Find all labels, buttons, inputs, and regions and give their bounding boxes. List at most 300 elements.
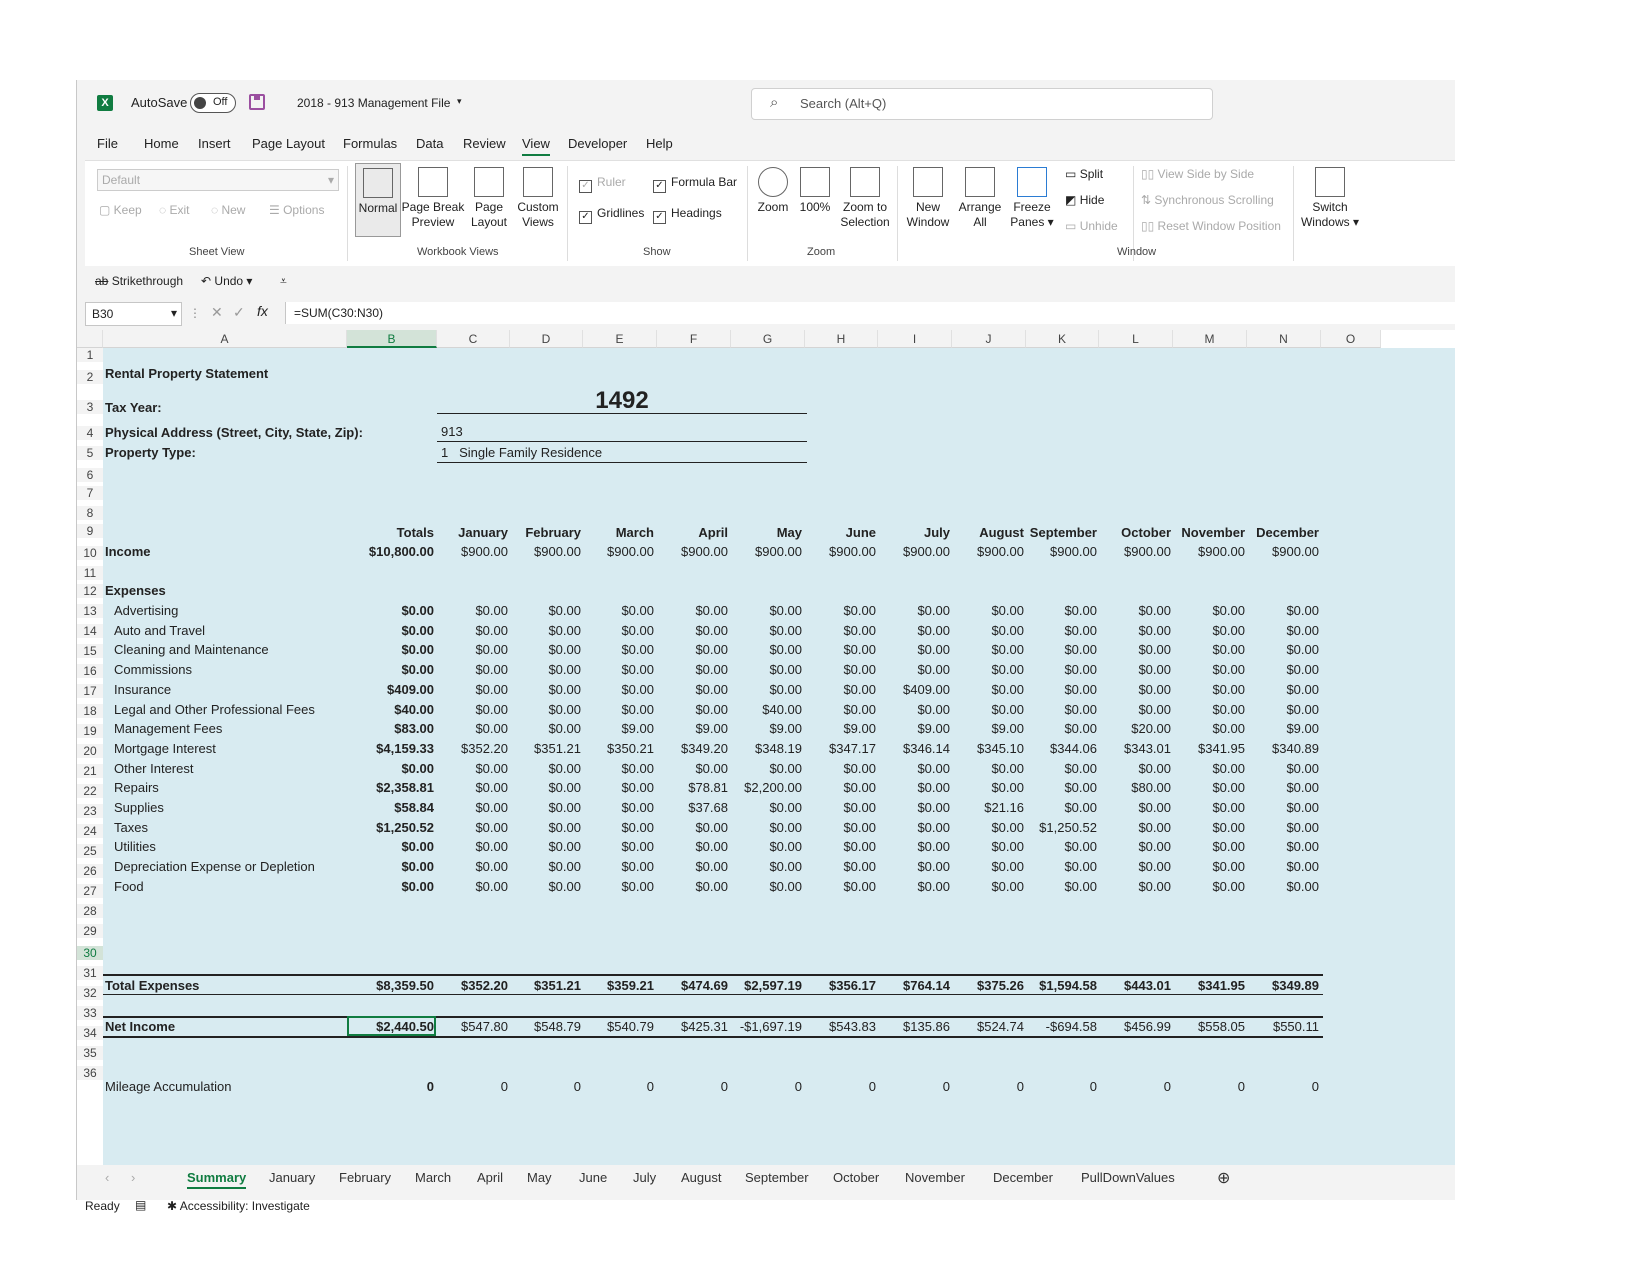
- row-header-30[interactable]: 30: [77, 946, 103, 960]
- expense-row-cell[interactable]: $0.00: [1138, 760, 1171, 776]
- expense-row-label[interactable]: Depreciation Expense or Depletion: [114, 859, 315, 875]
- tax-year-value[interactable]: 1492: [437, 387, 807, 414]
- chevron-down-icon[interactable]: ▾: [457, 96, 462, 106]
- expense-row-cell[interactable]: $409.00: [387, 681, 434, 697]
- row-header-36[interactable]: 36: [77, 1066, 103, 1080]
- options-button[interactable]: ☰ Options: [269, 203, 325, 217]
- expense-row-cell[interactable]: $0.00: [1286, 642, 1319, 658]
- expense-row-cell[interactable]: $0.00: [695, 662, 728, 678]
- row-header-14[interactable]: 14: [77, 624, 103, 638]
- page-break-preview-button[interactable]: [401, 167, 465, 230]
- expense-row-label[interactable]: Utilities: [114, 839, 156, 855]
- expense-row-cell[interactable]: $0.00: [1286, 603, 1319, 618]
- column-header[interactable]: H: [805, 330, 878, 348]
- expense-row-cell[interactable]: $0.00: [769, 681, 802, 697]
- net-income-cell[interactable]: $543.83: [829, 1019, 876, 1034]
- expense-row-cell[interactable]: $0.00: [1138, 642, 1171, 658]
- expense-row-cell[interactable]: $0.00: [1212, 760, 1245, 776]
- menu-insert[interactable]: Insert: [198, 136, 231, 151]
- normal-view-button[interactable]: [355, 163, 401, 237]
- address-label[interactable]: Physical Address (Street, City, State, Zip):: [105, 425, 363, 440]
- gridlines-checkbox[interactable]: [579, 206, 644, 224]
- row-header-35[interactable]: 35: [77, 1046, 103, 1060]
- column-header[interactable]: D: [510, 330, 583, 348]
- total-expenses-cell[interactable]: $351.21: [534, 978, 581, 993]
- income-cell[interactable]: $900.00: [1272, 544, 1319, 559]
- formula-bar-checkbox[interactable]: [653, 175, 737, 193]
- expense-row-cell[interactable]: $0.00: [1212, 721, 1245, 737]
- sheet-tab-june[interactable]: June: [579, 1170, 608, 1185]
- row-header-5[interactable]: 5: [77, 446, 103, 460]
- expense-row-cell[interactable]: $58.84: [394, 800, 434, 815]
- view-side-by-side-button[interactable]: ▯▯ View Side by Side: [1141, 167, 1255, 181]
- row-header-22[interactable]: 22: [77, 784, 103, 798]
- sheet-tab-october[interactable]: October: [833, 1170, 880, 1185]
- expense-row-cell[interactable]: $346.14: [903, 740, 950, 756]
- expense-row-cell[interactable]: $0.00: [1286, 878, 1319, 894]
- expense-row-cell[interactable]: $0.00: [1286, 760, 1319, 776]
- sheet-tab-july[interactable]: July: [633, 1170, 657, 1185]
- income-cell[interactable]: $900.00: [607, 544, 654, 559]
- month-header-cell[interactable]: May: [776, 525, 802, 540]
- save-icon[interactable]: [249, 94, 265, 110]
- row-header-19[interactable]: 19: [77, 724, 103, 738]
- freeze-panes-button[interactable]: Freeze Panes ▾: [1007, 167, 1057, 230]
- net-income-cell[interactable]: -$1,697.19: [739, 1019, 802, 1034]
- expense-row-cell[interactable]: $0.00: [548, 878, 581, 894]
- expense-row-cell[interactable]: $0.00: [548, 760, 581, 776]
- expense-row-cell[interactable]: $0.00: [1064, 701, 1097, 717]
- expense-row-cell[interactable]: $0.00: [843, 819, 876, 835]
- row-header-31[interactable]: 31: [77, 966, 103, 980]
- expense-row-cell[interactable]: $0.00: [991, 642, 1024, 658]
- mileage-cell[interactable]: 0: [646, 1079, 654, 1094]
- expense-row-cell[interactable]: $0.00: [769, 622, 802, 638]
- expense-row-cell[interactable]: $0.00: [475, 819, 508, 835]
- expense-row-cell[interactable]: $0.00: [769, 800, 802, 815]
- net-income-cell[interactable]: $550.11: [1272, 1019, 1319, 1034]
- month-header-cell[interactable]: October: [1121, 525, 1171, 540]
- expense-row-cell[interactable]: $0.00: [475, 760, 508, 776]
- expense-row-cell[interactable]: $0.00: [1138, 839, 1171, 855]
- expense-row-cell[interactable]: $0.00: [917, 878, 950, 894]
- row-header-9[interactable]: 9: [77, 524, 103, 538]
- expense-row-cell[interactable]: $0.00: [1138, 819, 1171, 835]
- row-header-15[interactable]: 15: [77, 644, 103, 658]
- sheet-tab-pulldownvalues[interactable]: PullDownValues: [1081, 1170, 1175, 1185]
- expense-row-label[interactable]: Legal and Other Professional Fees: [114, 701, 315, 717]
- row-header-23[interactable]: 23: [77, 804, 103, 818]
- expense-row-cell[interactable]: $0.00: [1138, 622, 1171, 638]
- expense-row-cell[interactable]: $0.00: [548, 859, 581, 875]
- expense-row-cell[interactable]: $0.00: [548, 839, 581, 855]
- spreadsheet-grid[interactable]: [77, 330, 1455, 1165]
- expense-row-cell[interactable]: $0.00: [621, 819, 654, 835]
- mileage-cell[interactable]: 0: [573, 1079, 581, 1094]
- expense-row-cell[interactable]: $340.89: [1272, 740, 1319, 756]
- row-header-8[interactable]: 8: [77, 506, 103, 520]
- menu-view[interactable]: View: [522, 136, 550, 156]
- accessibility-button[interactable]: [167, 1199, 310, 1213]
- expense-row-cell[interactable]: $0.00: [1286, 800, 1319, 815]
- total-expenses-cell[interactable]: $8,359.50: [376, 978, 434, 993]
- row-header-32[interactable]: 32: [77, 986, 103, 1000]
- mileage-cell[interactable]: 0: [1311, 1079, 1319, 1094]
- row-header-34[interactable]: 34: [77, 1026, 103, 1040]
- expense-row-cell[interactable]: $349.20: [681, 740, 728, 756]
- ruler-checkbox[interactable]: [579, 175, 626, 193]
- expense-row-cell[interactable]: $0.00: [1286, 701, 1319, 717]
- mileage-cell[interactable]: 0: [1163, 1079, 1171, 1094]
- sheet-tab-december[interactable]: December: [993, 1170, 1053, 1185]
- income-cell[interactable]: $900.00: [534, 544, 581, 559]
- zoom-100-button[interactable]: [797, 167, 833, 215]
- menu-file[interactable]: File: [97, 136, 118, 151]
- expense-row-cell[interactable]: $0.00: [695, 859, 728, 875]
- expense-row-cell[interactable]: $0.00: [401, 760, 434, 776]
- split-button[interactable]: [1065, 167, 1103, 181]
- sheet-tab-august[interactable]: August: [681, 1170, 722, 1185]
- row-header-16[interactable]: 16: [77, 664, 103, 678]
- total-expenses-cell[interactable]: $349.89: [1272, 978, 1319, 993]
- income-cell[interactable]: $900.00: [1050, 544, 1097, 559]
- expense-row-cell[interactable]: $0.00: [1212, 780, 1245, 796]
- expense-row-label[interactable]: Insurance: [114, 681, 172, 697]
- row-header-10[interactable]: 10: [77, 546, 103, 560]
- expense-row-cell[interactable]: $0.00: [769, 878, 802, 894]
- expense-row-cell[interactable]: $0.00: [991, 701, 1024, 717]
- customize-toolbar-icon[interactable]: ⩡: [280, 274, 287, 288]
- expense-row-cell[interactable]: $0.00: [475, 859, 508, 875]
- expense-row-cell[interactable]: $0.00: [1138, 701, 1171, 717]
- column-header[interactable]: A: [103, 330, 347, 348]
- scroll-left-icon[interactable]: ‹: [105, 1170, 110, 1185]
- expense-row-cell[interactable]: $0.00: [843, 878, 876, 894]
- income-cell[interactable]: $900.00: [977, 544, 1024, 559]
- expense-row-cell[interactable]: $21.16: [984, 800, 1024, 815]
- expense-row-cell[interactable]: $0.00: [843, 642, 876, 658]
- column-header[interactable]: I: [878, 330, 952, 348]
- arrange-all-button[interactable]: [955, 167, 1005, 230]
- row-header-13[interactable]: 13: [77, 604, 103, 618]
- column-header[interactable]: N: [1247, 330, 1321, 348]
- expense-row-cell[interactable]: $0.00: [475, 622, 508, 638]
- expense-row-label[interactable]: Cleaning and Maintenance: [114, 642, 269, 658]
- expense-row-cell[interactable]: $409.00: [903, 681, 950, 697]
- expense-row-cell[interactable]: $2,200.00: [744, 780, 802, 796]
- column-header[interactable]: K: [1026, 330, 1099, 348]
- expense-row-cell[interactable]: $0.00: [917, 800, 950, 815]
- expense-row-cell[interactable]: $0.00: [1064, 859, 1097, 875]
- expense-row-cell[interactable]: $0.00: [475, 642, 508, 658]
- mileage-label[interactable]: Mileage Accumulation: [105, 1079, 232, 1094]
- expense-row-cell[interactable]: $0.00: [475, 662, 508, 678]
- expense-row-cell[interactable]: $0.00: [695, 819, 728, 835]
- expense-row-cell[interactable]: $0.00: [991, 681, 1024, 697]
- expense-row-label[interactable]: Advertising: [114, 603, 179, 618]
- menu-formulas[interactable]: Formulas: [343, 136, 398, 151]
- income-cell[interactable]: $900.00: [1198, 544, 1245, 559]
- expense-row-cell[interactable]: $0.00: [401, 642, 434, 658]
- total-expenses-cell[interactable]: $375.26: [977, 978, 1024, 993]
- expense-row-cell[interactable]: $0.00: [1064, 878, 1097, 894]
- expense-row-cell[interactable]: $0.00: [1212, 819, 1245, 835]
- expense-row-label[interactable]: Supplies: [114, 800, 164, 815]
- expense-row-cell[interactable]: $0.00: [548, 721, 581, 737]
- month-header-cell[interactable]: March: [615, 525, 654, 540]
- row-header-28[interactable]: 28: [77, 904, 103, 918]
- cancel-icon[interactable]: ✕: [211, 304, 223, 320]
- expense-row-cell[interactable]: $0.00: [991, 819, 1024, 835]
- hide-button[interactable]: [1065, 193, 1104, 207]
- custom-views-button[interactable]: [513, 167, 563, 230]
- expense-row-cell[interactable]: $0.00: [1064, 622, 1097, 638]
- column-header[interactable]: C: [437, 330, 510, 348]
- expense-row-cell[interactable]: $0.00: [1286, 780, 1319, 796]
- active-cell-b30[interactable]: [347, 1016, 436, 1036]
- net-income-cell[interactable]: $547.80: [461, 1019, 508, 1034]
- total-expenses-cell[interactable]: $764.14: [903, 978, 950, 993]
- expense-row-cell[interactable]: $0.00: [917, 622, 950, 638]
- column-header[interactable]: O: [1321, 330, 1381, 348]
- zoom-to-selection-button[interactable]: [837, 167, 893, 230]
- expense-row-cell[interactable]: $0.00: [843, 662, 876, 678]
- expense-row-cell[interactable]: $0.00: [991, 859, 1024, 875]
- income-cell[interactable]: $900.00: [1124, 544, 1171, 559]
- total-expenses-cell[interactable]: $359.21: [607, 978, 654, 993]
- expense-row-cell[interactable]: $0.00: [621, 642, 654, 658]
- menu-home[interactable]: Home: [144, 136, 179, 151]
- expense-row-cell[interactable]: $0.00: [475, 839, 508, 855]
- month-header-cell[interactable]: December: [1256, 525, 1319, 540]
- expense-row-cell[interactable]: $0.00: [1286, 839, 1319, 855]
- expense-row-cell[interactable]: $0.00: [475, 701, 508, 717]
- row-header-2[interactable]: 2: [77, 370, 103, 384]
- expense-row-cell[interactable]: $9.00: [1286, 721, 1319, 737]
- row-header-29[interactable]: 29: [77, 924, 103, 938]
- synchronous-scrolling-button[interactable]: ⇅ Synchronous Scrolling: [1141, 193, 1274, 207]
- row-header-1[interactable]: 1: [77, 348, 103, 362]
- month-header-cell[interactable]: April: [698, 525, 728, 540]
- expense-row-label[interactable]: Commissions: [114, 662, 193, 678]
- expense-row-cell[interactable]: $0.00: [695, 681, 728, 697]
- mileage-cell[interactable]: 0: [868, 1079, 876, 1094]
- expense-row-cell[interactable]: $0.00: [1064, 780, 1097, 796]
- sheet-tab-september[interactable]: September: [745, 1170, 809, 1185]
- net-income-cell[interactable]: $2,440.50: [376, 1019, 434, 1034]
- more-options-icon[interactable]: ⋮: [189, 306, 201, 320]
- expense-row-cell[interactable]: $0.00: [621, 839, 654, 855]
- expense-row-cell[interactable]: $0.00: [1212, 859, 1245, 875]
- expense-row-cell[interactable]: $0.00: [1212, 839, 1245, 855]
- expense-row-cell[interactable]: $0.00: [1138, 603, 1171, 618]
- expense-row-cell[interactable]: $0.00: [769, 859, 802, 875]
- expense-row-cell[interactable]: $352.20: [461, 740, 508, 756]
- expense-row-cell[interactable]: $0.00: [548, 819, 581, 835]
- headings-checkbox[interactable]: [653, 206, 722, 224]
- expense-row-cell[interactable]: $0.00: [548, 622, 581, 638]
- expense-row-cell[interactable]: $0.00: [475, 721, 508, 737]
- expense-row-cell[interactable]: $0.00: [843, 681, 876, 697]
- expense-row-cell[interactable]: $0.00: [843, 839, 876, 855]
- expense-row-cell[interactable]: $0.00: [621, 859, 654, 875]
- expense-row-cell[interactable]: $0.00: [1286, 622, 1319, 638]
- add-sheet-icon[interactable]: ⊕: [1217, 1170, 1231, 1187]
- address-value[interactable]: 913: [437, 424, 807, 442]
- income-cell[interactable]: $900.00: [755, 544, 802, 559]
- expense-row-cell[interactable]: $0.00: [621, 662, 654, 678]
- expense-row-cell[interactable]: $0.00: [621, 603, 654, 618]
- expense-row-cell[interactable]: $0.00: [621, 760, 654, 776]
- row-header-12[interactable]: 12: [77, 584, 103, 598]
- expense-row-cell[interactable]: $2,358.81: [376, 780, 434, 796]
- expense-row-cell[interactable]: $0.00: [917, 603, 950, 618]
- expense-row-cell[interactable]: $0.00: [695, 760, 728, 776]
- total-expenses-cell[interactable]: $2,597.19: [744, 978, 802, 993]
- expense-row-cell[interactable]: $1,250.52: [376, 819, 434, 835]
- row-header-17[interactable]: 17: [77, 684, 103, 698]
- income-cell[interactable]: $900.00: [461, 544, 508, 559]
- month-header-cell[interactable]: June: [845, 525, 876, 540]
- expense-row-cell[interactable]: $0.00: [401, 603, 434, 618]
- row-header-24[interactable]: 24: [77, 824, 103, 838]
- column-header[interactable]: F: [657, 330, 731, 348]
- expense-row-cell[interactable]: $0.00: [769, 760, 802, 776]
- expense-row-cell[interactable]: $0.00: [1212, 662, 1245, 678]
- expense-row-cell[interactable]: $40.00: [394, 701, 434, 717]
- expense-row-cell[interactable]: $0.00: [621, 681, 654, 697]
- mileage-cell[interactable]: 0: [1016, 1079, 1024, 1094]
- expense-row-cell[interactable]: $0.00: [1064, 681, 1097, 697]
- expense-row-cell[interactable]: $0.00: [401, 662, 434, 678]
- row-header-20[interactable]: 20: [77, 744, 103, 758]
- expense-row-cell[interactable]: $0.00: [917, 642, 950, 658]
- expense-row-cell[interactable]: $0.00: [1286, 819, 1319, 835]
- expense-row-cell[interactable]: $0.00: [1138, 681, 1171, 697]
- expense-row-cell[interactable]: $0.00: [769, 819, 802, 835]
- row-header-11[interactable]: 11: [77, 566, 103, 580]
- column-header[interactable]: B: [347, 330, 437, 348]
- expense-row-cell[interactable]: $0.00: [917, 760, 950, 776]
- expense-row-cell[interactable]: $0.00: [1212, 800, 1245, 815]
- reset-window-position-button[interactable]: ▯▯ Reset Window Position: [1141, 219, 1281, 233]
- expense-row-cell[interactable]: $0.00: [548, 662, 581, 678]
- sheet-tab-february[interactable]: February: [339, 1170, 392, 1185]
- expense-row-cell[interactable]: $0.00: [991, 780, 1024, 796]
- expense-row-cell[interactable]: $0.00: [475, 800, 508, 815]
- property-type-value[interactable]: [437, 445, 807, 463]
- expense-row-cell[interactable]: $0.00: [475, 780, 508, 796]
- expense-row-cell[interactable]: $0.00: [1064, 642, 1097, 658]
- expense-row-cell[interactable]: $0.00: [1064, 760, 1097, 776]
- expense-row-cell[interactable]: $0.00: [991, 839, 1024, 855]
- expense-row-label[interactable]: Taxes: [114, 819, 148, 835]
- enter-icon[interactable]: ✓: [233, 304, 245, 320]
- expense-row-cell[interactable]: $0.00: [769, 839, 802, 855]
- menu-developer[interactable]: Developer: [568, 136, 628, 151]
- switch-windows-button[interactable]: Switch Windows ▾: [1299, 167, 1361, 230]
- net-income-cell[interactable]: $558.05: [1198, 1019, 1245, 1034]
- expense-row-cell[interactable]: $0.00: [548, 681, 581, 697]
- expense-row-label[interactable]: Management Fees: [114, 721, 223, 737]
- month-header-cell[interactable]: September: [1029, 525, 1097, 540]
- macro-record-icon[interactable]: ▤: [135, 1198, 147, 1212]
- row-header-21[interactable]: 21: [77, 764, 103, 778]
- total-expenses-cell[interactable]: $1,594.58: [1039, 978, 1097, 993]
- expense-row-cell[interactable]: $0.00: [843, 622, 876, 638]
- expense-row-cell[interactable]: $4,159.33: [376, 740, 434, 756]
- row-header-25[interactable]: 25: [77, 844, 103, 858]
- expense-row-cell[interactable]: $0.00: [1064, 800, 1097, 815]
- column-header[interactable]: M: [1173, 330, 1247, 348]
- keep-button[interactable]: ▢ Keep: [99, 203, 142, 217]
- sheet-tab-november[interactable]: November: [905, 1170, 965, 1185]
- sheet-title[interactable]: Rental Property Statement: [105, 366, 269, 381]
- expense-row-cell[interactable]: $0.00: [621, 800, 654, 815]
- scroll-right-icon[interactable]: ›: [131, 1170, 136, 1185]
- mileage-cell[interactable]: 0: [1089, 1079, 1097, 1094]
- net-income-cell[interactable]: $524.74: [977, 1019, 1024, 1034]
- income-label[interactable]: Income: [105, 544, 151, 559]
- row-header-6[interactable]: 6: [77, 468, 103, 482]
- sheet-tab-march[interactable]: March: [415, 1170, 452, 1185]
- expense-row-cell[interactable]: $0.00: [1212, 603, 1245, 618]
- expense-row-cell[interactable]: $0.00: [917, 839, 950, 855]
- expense-row-cell[interactable]: $0.00: [1064, 662, 1097, 678]
- mileage-cell[interactable]: 0: [500, 1079, 508, 1094]
- expense-row-cell[interactable]: $0.00: [695, 642, 728, 658]
- menu-help[interactable]: Help: [646, 136, 673, 151]
- expense-row-cell[interactable]: $9.00: [621, 721, 654, 737]
- new-view-button[interactable]: ◌ New: [211, 203, 246, 217]
- month-header-cell[interactable]: Totals: [396, 525, 434, 540]
- expense-row-cell[interactable]: $0.00: [548, 642, 581, 658]
- expense-row-cell[interactable]: $83.00: [394, 721, 434, 737]
- expense-row-cell[interactable]: $0.00: [1286, 662, 1319, 678]
- expense-row-cell[interactable]: $0.00: [917, 859, 950, 875]
- expense-row-cell[interactable]: $0.00: [843, 780, 876, 796]
- undo-button[interactable]: ↶ Undo ▾: [201, 274, 253, 288]
- expense-row-cell[interactable]: $0.00: [769, 662, 802, 678]
- expense-row-cell[interactable]: $0.00: [548, 701, 581, 717]
- expense-row-label[interactable]: Other Interest: [114, 760, 194, 776]
- sheet-view-dropdown[interactable]: [97, 169, 339, 191]
- expense-row-cell[interactable]: $0.00: [917, 819, 950, 835]
- expense-row-cell[interactable]: $80.00: [1131, 780, 1171, 796]
- expense-row-cell[interactable]: $0.00: [917, 780, 950, 796]
- income-cell[interactable]: $900.00: [903, 544, 950, 559]
- document-title[interactable]: 2018 - 913 Management File: [297, 96, 451, 110]
- expense-row-cell[interactable]: $345.10: [977, 740, 1024, 756]
- formula-input[interactable]: [285, 302, 1455, 324]
- expense-row-cell[interactable]: $0.00: [991, 662, 1024, 678]
- row-header-33[interactable]: 33: [77, 1006, 103, 1020]
- expense-row-cell[interactable]: $0.00: [621, 622, 654, 638]
- autosave-toggle[interactable]: [190, 93, 236, 113]
- mileage-cell[interactable]: 0: [942, 1079, 950, 1094]
- net-income-cell[interactable]: $456.99: [1124, 1019, 1171, 1034]
- menu-data[interactable]: Data: [416, 136, 444, 151]
- expense-row-cell[interactable]: $0.00: [1212, 701, 1245, 717]
- mileage-cell[interactable]: 0: [1237, 1079, 1245, 1094]
- expense-row-cell[interactable]: $0.00: [475, 603, 508, 618]
- expense-row-label[interactable]: Mortgage Interest: [114, 740, 216, 756]
- total-expenses-cell[interactable]: $474.69: [681, 978, 728, 993]
- expense-row-cell[interactable]: $0.00: [548, 780, 581, 796]
- expense-row-cell[interactable]: $0.00: [695, 878, 728, 894]
- expense-row-cell[interactable]: $0.00: [843, 800, 876, 815]
- expense-row-cell[interactable]: $0.00: [621, 701, 654, 717]
